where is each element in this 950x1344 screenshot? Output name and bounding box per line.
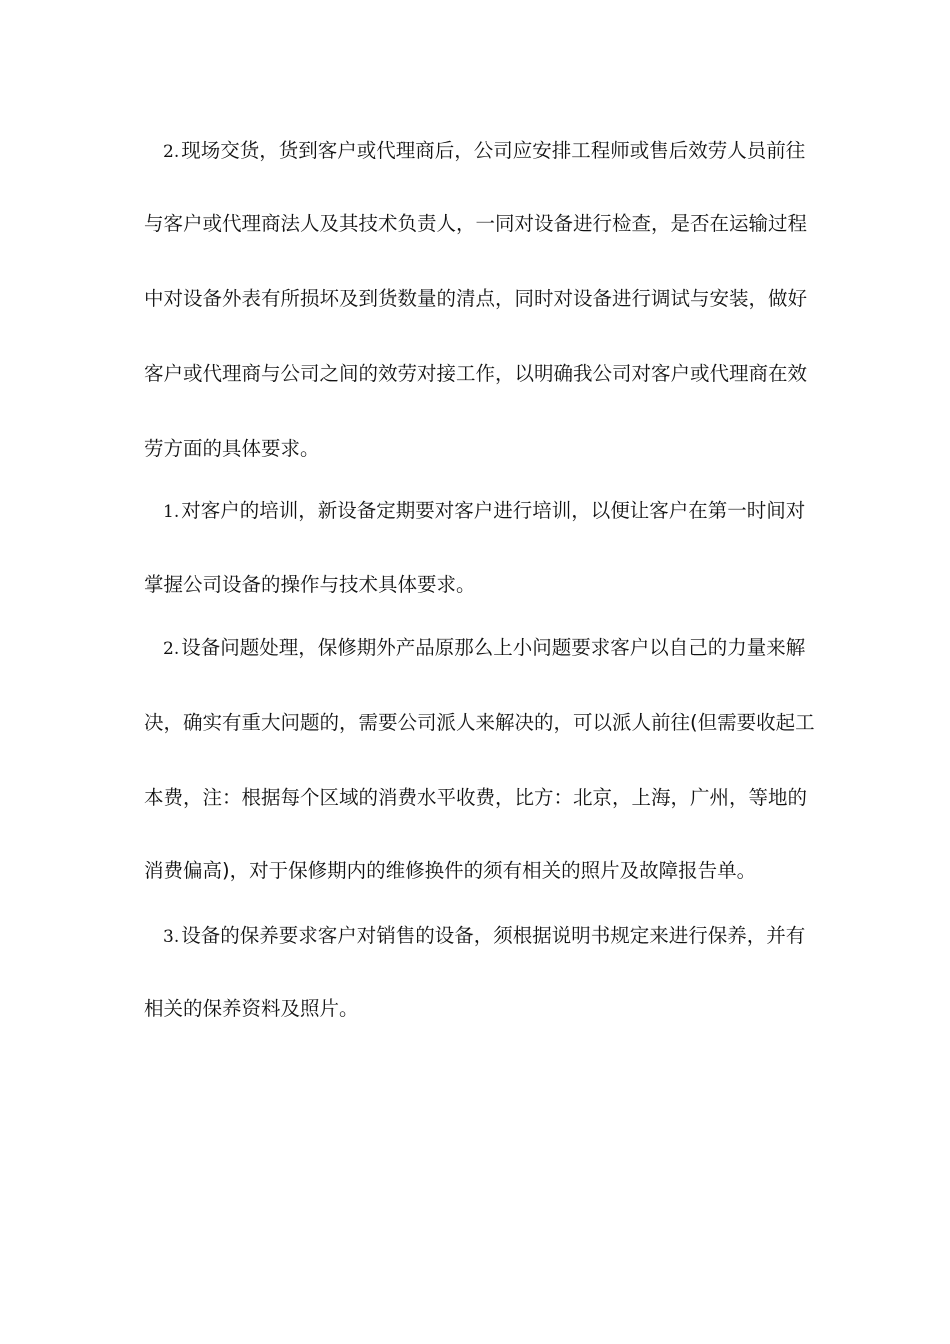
paragraph-3-number: 2. xyxy=(163,639,180,659)
paragraph-3-line-3: 本费，注：根据每个区域的消费水平收费，比方：北京，上海，广州，等地的 xyxy=(144,786,808,809)
paragraph-3-line-1 xyxy=(163,636,805,661)
paragraph-2-line-2: 掌握公司设备的操作与技术具体要求。 xyxy=(144,573,476,596)
paragraph-1-line-3: 中对设备外表有所损坏及到货数量的清点，同时对设备进行调试与安装，做好 xyxy=(144,287,808,310)
paragraph-1-number: 2. xyxy=(163,142,180,162)
paragraph-4-line-1 xyxy=(163,924,805,949)
paragraph-3-line-2: 决，确实有重大问题的，需要公司派人来解决的，可以派人前往(但需要收起工 xyxy=(144,711,815,734)
paragraph-1-line-1-text: 现场交货，货到客户或代理商后，公司应安排工程师或售后效劳人员前往 xyxy=(181,139,806,162)
paragraph-1-line-5: 劳方面的具体要求。 xyxy=(144,437,320,460)
paragraph-2-line-1 xyxy=(163,499,805,524)
paragraph-2-number: 1. xyxy=(163,502,180,522)
paragraph-1-line-2: 与客户或代理商法人及其技术负责人，一同对设备进行检查，是否在运输过程 xyxy=(144,212,808,235)
paragraph-4-line-2: 相关的保养资料及照片。 xyxy=(144,997,359,1020)
paragraph-1-line-1 xyxy=(163,139,805,164)
paragraph-4-number: 3. xyxy=(163,927,180,947)
paragraph-2-line-1-text: 对客户的培训，新设备定期要对客户进行培训，以便让客户在第一时间对 xyxy=(181,499,806,522)
paragraph-3-line-1-text: 设备问题处理，保修期外产品原那么上小问题要求客户以自己的力量来解 xyxy=(181,636,806,659)
paragraph-4-line-1-text: 设备的保养要求客户对销售的设备，须根据说明书规定来进行保养，并有 xyxy=(181,924,806,947)
paragraph-3-line-4: 消费偏高)，对于保修期内的维修换件的须有相关的照片及故障报告单。 xyxy=(144,859,757,882)
paragraph-1-line-4: 客户或代理商与公司之间的效劳对接工作，以明确我公司对客户或代理商在效 xyxy=(144,362,808,385)
